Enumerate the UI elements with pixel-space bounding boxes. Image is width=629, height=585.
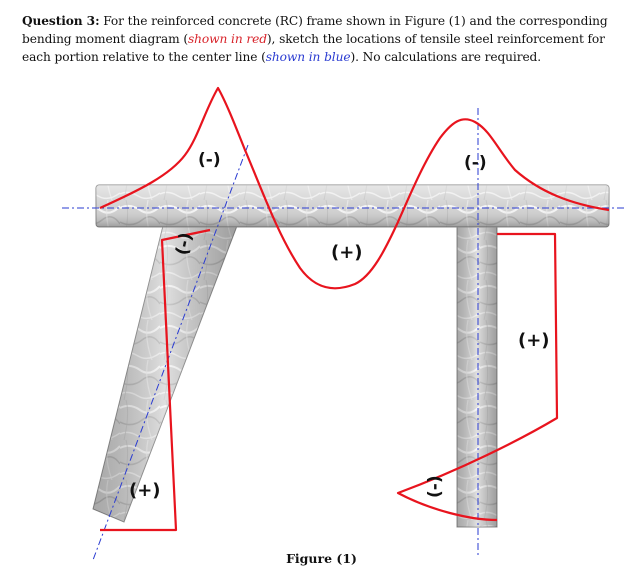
sign-beam-left: (-) [198,150,221,170]
question-text-part-1: For the reinforced concrete (RC) frame shown in Figure (1) and the corresponding bending moment diagram ( [22,14,608,46]
blue-note: shown in blue [265,50,351,64]
question-text-part-2: ), sketch the locations of tensile steel reinforcement for each portion relative to the center line ( [22,32,605,64]
figure-caption: Figure (1) [286,551,357,566]
inclined-column [93,226,237,522]
right-column [457,226,497,527]
sign-inclined-column-bottom: (+) [129,480,161,501]
sign-inclined-column-top: (-) [172,230,197,258]
question-text-part-3: ). No calculations are required. [350,50,542,64]
sign-beam-mid: (+) [331,242,363,263]
sign-right-column-mid: (+) [518,330,550,351]
red-note: shown in red [188,32,267,46]
sign-beam-right: (-) [464,153,487,173]
question-label: Question 3: [22,14,100,28]
sign-right-column-bottom: (-) [425,475,445,498]
horizontal-beam [96,185,609,227]
